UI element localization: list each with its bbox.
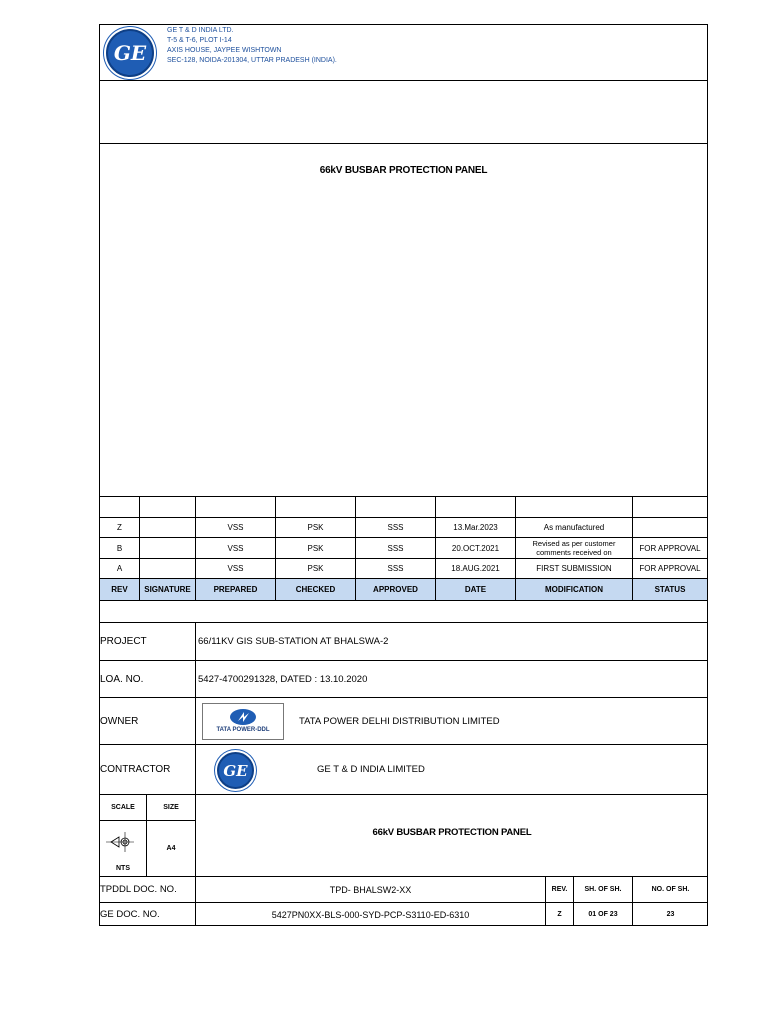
revision-cell-prepared: VSS	[227, 523, 244, 532]
scale-label: SCALE	[111, 804, 135, 811]
revision-header-checked: CHECKED	[295, 585, 336, 594]
ge-doc-no-sheets: 23	[666, 911, 675, 918]
divider	[99, 622, 708, 623]
tata-power-logo	[202, 703, 284, 740]
loa-label: LOA. NO.	[100, 673, 144, 685]
no-sheets-label: NO. OF SH.	[651, 886, 690, 893]
revision-cell-modification: FIRST SUBMISSION	[536, 564, 612, 573]
projection-symbol-icon	[104, 830, 136, 854]
ge-logo-icon: GE	[217, 752, 254, 789]
tata-power-logo-text: TATA POWER-DDL	[216, 727, 270, 733]
contractor-value: GE T & D INDIA LIMITED	[317, 764, 425, 775]
project-label: PROJECT	[100, 636, 147, 647]
project-value: 66/11KV GIS SUB-STATION AT BHALSWA-2	[198, 636, 389, 647]
revision-cell-date: 13.Mar.2023	[453, 523, 498, 532]
revision-cell-rev: B	[116, 543, 123, 553]
ge-doc-value: 5427PN0XX-BLS-000-SYD-PCP-S3110-ED-6310	[271, 909, 470, 920]
divider	[99, 143, 708, 144]
revision-cell-modification: Revised as per customer comments received on	[532, 539, 616, 557]
revision-cell-status	[633, 518, 707, 537]
revision-cell-date: 20.OCT.2021	[451, 543, 500, 553]
divider	[99, 600, 708, 601]
company-address-line-1: T-5 & T-6, PLOT I-14	[167, 37, 232, 44]
revision-cell-checked: PSK	[307, 564, 324, 573]
revision-header-date: DATE	[464, 585, 487, 594]
owner-label: OWNER	[100, 715, 139, 727]
revision-cell-status: FOR APPROVAL	[639, 543, 701, 553]
loa-value: 5427-4700291328, DATED : 13.10.2020	[198, 673, 368, 685]
revision-cell-signature	[140, 538, 195, 558]
ge-doc-rev: Z	[557, 911, 562, 918]
divider	[99, 496, 708, 497]
revision-cell-approved: SSS	[387, 523, 404, 532]
sheet-label: SH. OF SH.	[584, 886, 622, 893]
company-address-line-3: SEC-128, NOIDA-201304, UTTAR PRADESH (INDIA).	[167, 57, 337, 64]
revision-header-signature: SIGNATURE	[144, 585, 191, 594]
revision-cell-signature	[140, 518, 195, 537]
tata-power-logo-icon	[203, 704, 283, 739]
revision-header-approved: APPROVED	[373, 585, 418, 594]
divider	[99, 660, 708, 661]
revision-cell-approved: SSS	[387, 543, 404, 553]
revision-cell-checked: PSK	[307, 543, 324, 553]
revision-header-prepared: PREPARED	[213, 585, 258, 594]
company-address-line-2: AXIS HOUSE, JAYPEE WISHTOWN	[167, 47, 282, 54]
revision-cell-date: 18.AUG.2021	[451, 564, 500, 573]
size-value: A4	[166, 845, 176, 852]
revision-cell-signature	[140, 559, 195, 578]
revision-cell-prepared: VSS	[227, 543, 244, 553]
revision-cell-status: FOR APPROVAL	[639, 564, 701, 573]
revision-header-rev: REV	[111, 585, 128, 594]
tpddl-doc-label: TPDDL DOC. NO.	[100, 884, 177, 895]
tpddl-doc-value: TPD- BHALSW2-XX	[329, 884, 412, 895]
revision-cell-modification: As manufactured	[543, 523, 605, 532]
revision-cell-checked: PSK	[307, 523, 324, 532]
revision-header-modification: MODIFICATION	[544, 585, 604, 594]
size-label: SIZE	[163, 804, 179, 811]
scale-value: NTS	[116, 864, 130, 872]
divider	[99, 80, 708, 81]
company-name: GE T & D INDIA LTD.	[167, 27, 234, 34]
title-block-title: 66kV BUSBAR PROTECTION PANEL	[372, 827, 532, 838]
rev-label: REV.	[551, 886, 568, 893]
revision-cell-rev: A	[116, 564, 123, 573]
revision-cell-prepared: VSS	[227, 564, 244, 573]
ge-logo-icon: GE	[106, 29, 154, 77]
ge-doc-sheet: 01 OF 23	[588, 911, 618, 918]
revision-header-status: STATUS	[654, 585, 686, 594]
ge-doc-label: GE DOC. NO.	[100, 909, 160, 920]
revision-cell-approved: SSS	[387, 564, 404, 573]
document-title: 66kV BUSBAR PROTECTION PANEL	[319, 165, 488, 176]
contractor-label: CONTRACTOR	[100, 764, 171, 775]
revision-cell-rev: Z	[117, 523, 122, 532]
owner-value: TATA POWER DELHI DISTRIBUTION LIMITED	[299, 715, 500, 727]
